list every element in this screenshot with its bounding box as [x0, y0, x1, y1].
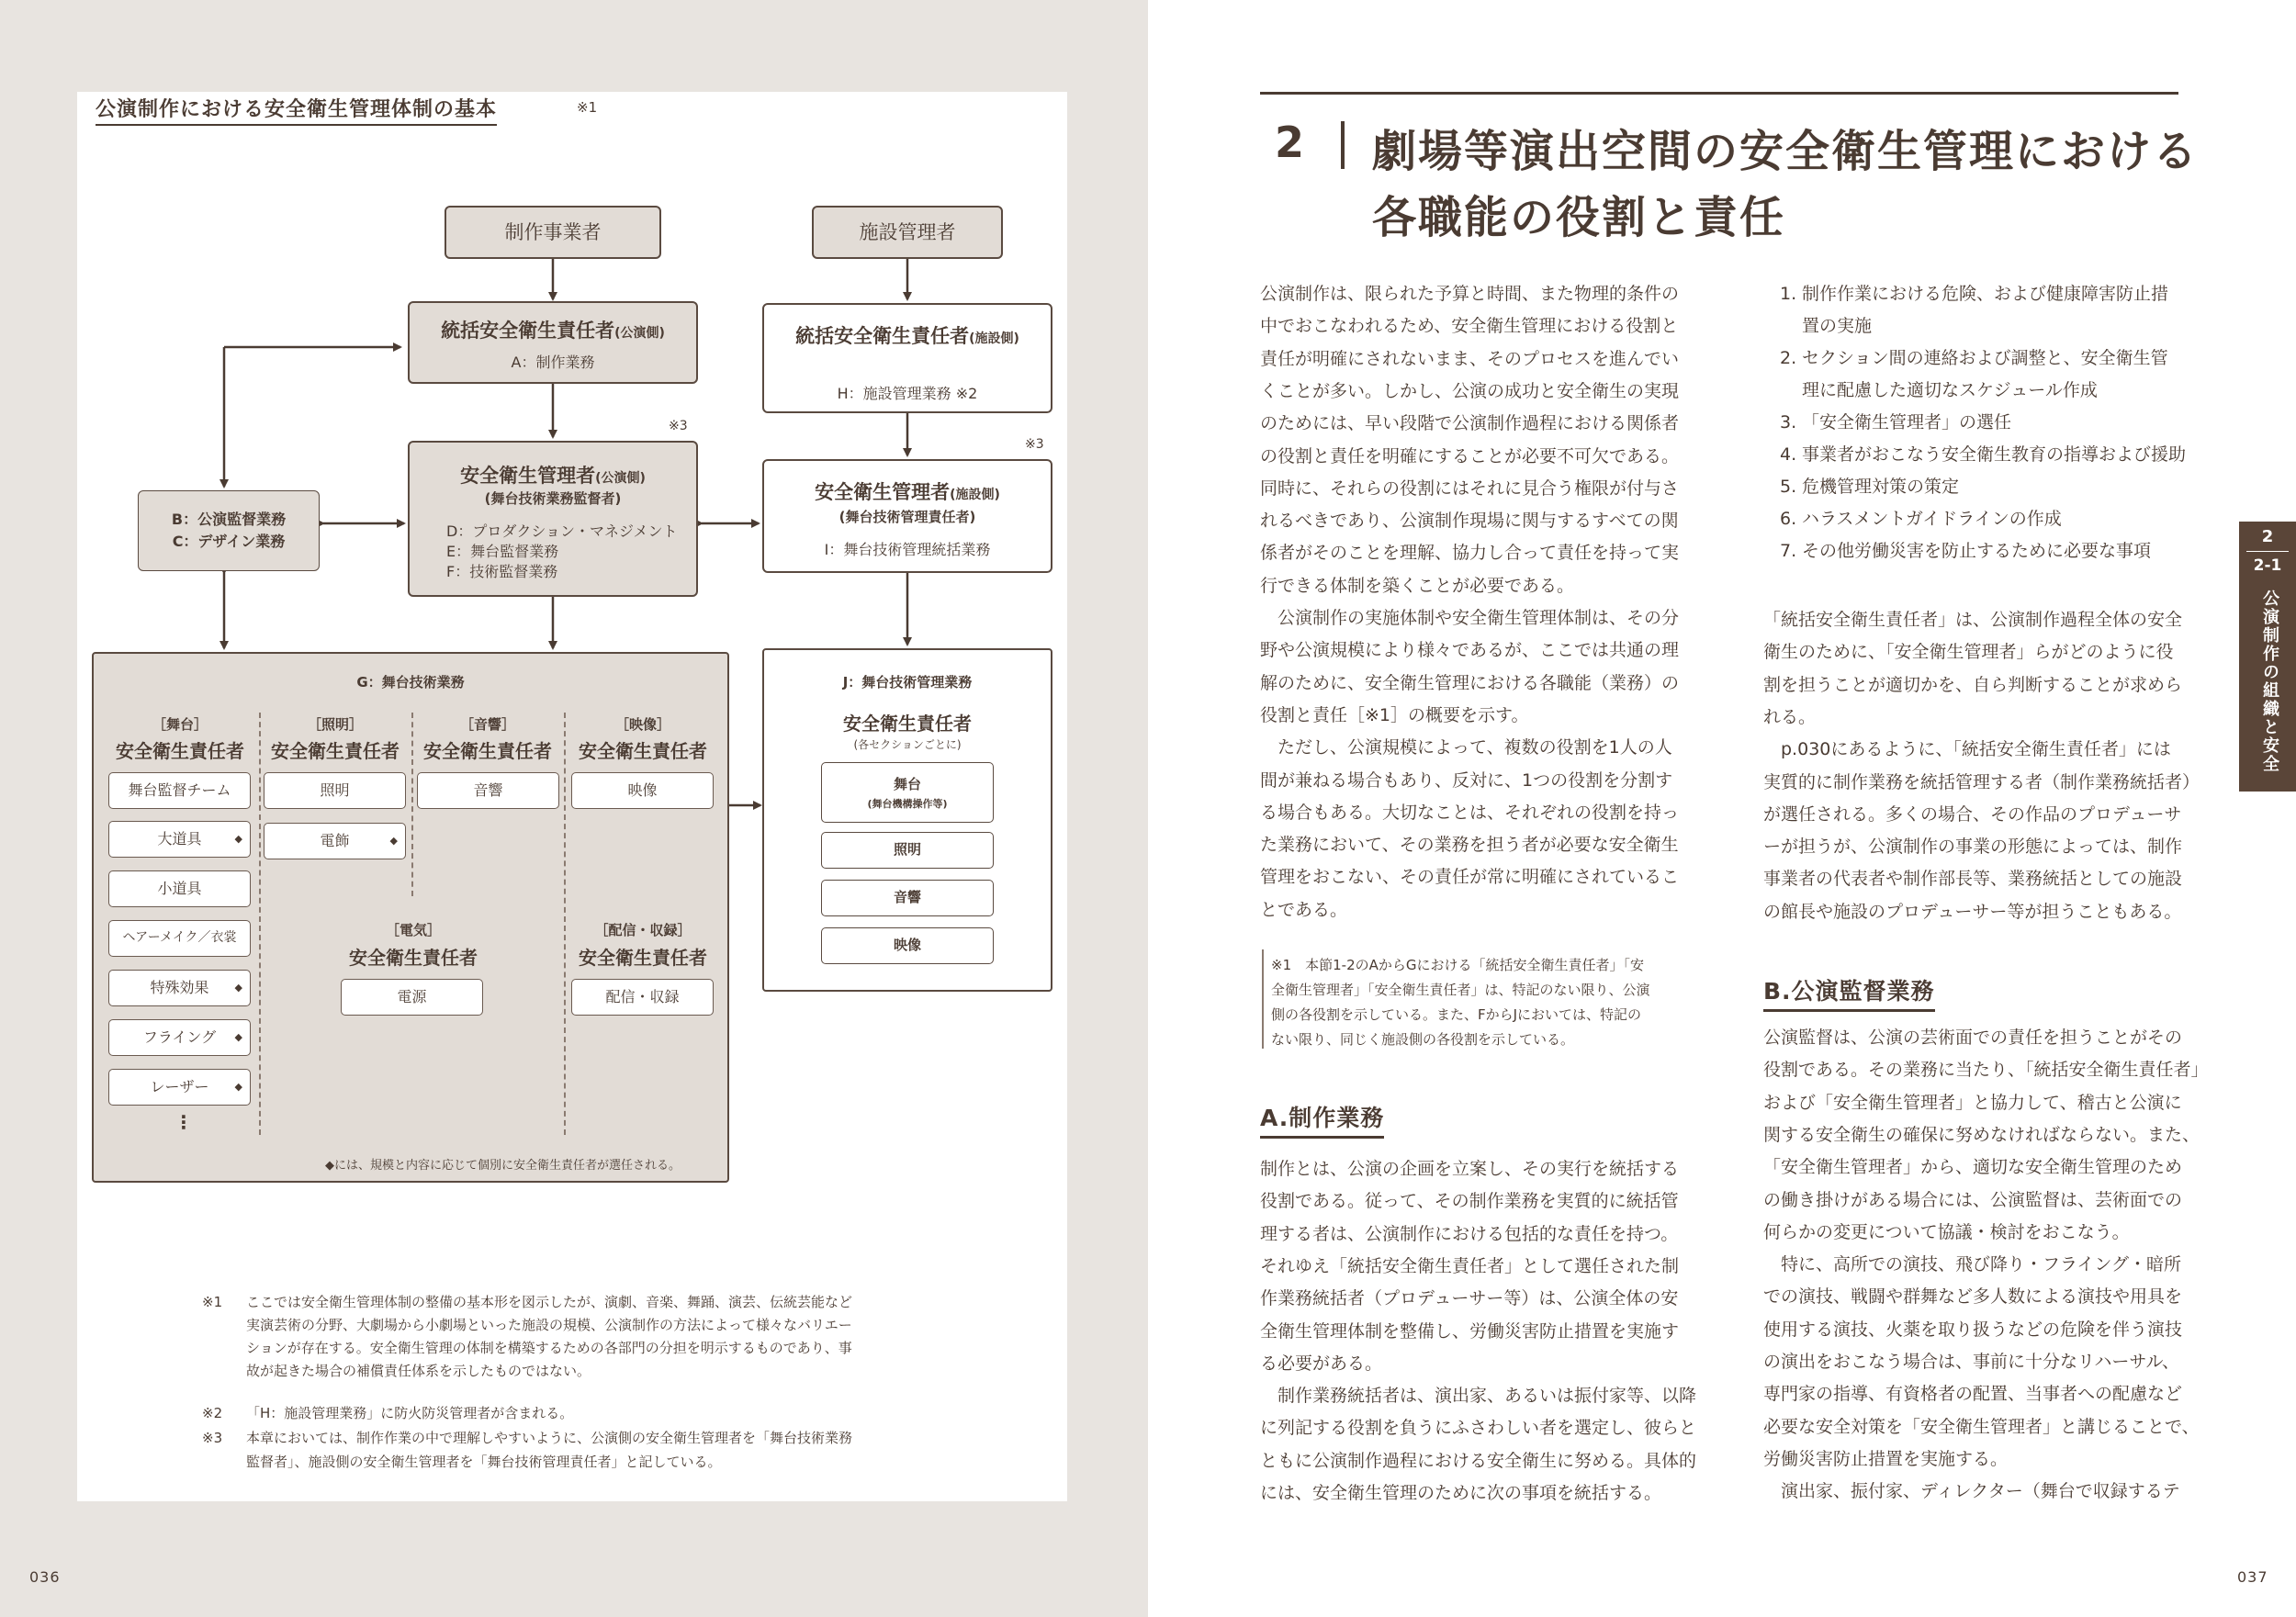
- list-number: 2.: [1780, 348, 1797, 368]
- list-number: 7.: [1780, 541, 1797, 561]
- general-safety-production-title: 統括安全衛生責任者(公演側): [441, 320, 665, 342]
- duty-b: B：公演監督業務: [171, 511, 287, 528]
- text-line: る場合もある。大切なことは、それぞれの役割を持っ: [1260, 802, 1680, 823]
- g-video-category: ［映像］: [614, 716, 670, 733]
- list-item: ハラスメントガイドラインの作成: [1802, 509, 2062, 529]
- footnote-1-line: ションが存在する。安全衛生管理の体制を構築するための各部門の分担を明示するものであり、事: [246, 1340, 852, 1356]
- j-item-sound: 音響: [821, 880, 994, 916]
- chapter-number: 2: [1275, 118, 1305, 167]
- text-line: には、安全衛生管理のために次の事項を統括する。: [1260, 1483, 1662, 1503]
- text-line: 役割である。従って、その制作業務を実質的に統括管: [1260, 1191, 1679, 1212]
- text-line: の役割と責任を明確にすることが必要不可欠である。: [1260, 445, 1680, 466]
- safety-manager-production-box: [408, 441, 698, 597]
- lighting-item-lighting: 照明: [264, 772, 406, 809]
- text-line: ただし、公演規模によって、複数の役割を1人の人: [1260, 737, 1672, 758]
- text-line: 中でおこなわれるため、安全衛生管理における役割と: [1260, 316, 1679, 337]
- stage-item-flying: フライング ◆: [108, 1019, 251, 1056]
- safety-manager-facility-duty: I：舞台技術管理統括業務: [824, 541, 991, 558]
- text-line: 労働災害防止措置を実施する。: [1763, 1448, 2009, 1469]
- text-line: 係者がそのことを理解、協力し合って責任を持って実: [1260, 543, 1680, 564]
- duty-f: F：技術監督業務: [446, 563, 558, 580]
- right-page: [1148, 0, 2296, 1617]
- chapter-title-line2: 各職能の役割と責任: [1372, 192, 1786, 243]
- text-line: れる。: [1763, 706, 1817, 727]
- chapter-title-divider: [1341, 121, 1345, 169]
- footnote-2-mark: ※2: [202, 1405, 223, 1421]
- list-number: 5.: [1780, 477, 1797, 497]
- text-line: 作業務統括者（プロデューサー等）は、公演全体の安: [1260, 1288, 1679, 1309]
- text-line: 「統括安全衛生責任者」は、公演制作過程全体の安全: [1763, 610, 2183, 630]
- list-number: 6.: [1780, 509, 1797, 529]
- general-safety-facility-duty: H：施設管理業務 ※2: [837, 385, 978, 402]
- text-line: が選任される。多くの場合、その作品のプロデューサ: [1763, 803, 2182, 825]
- stage-item-small-props: 小道具: [108, 870, 251, 907]
- text-line: 管理をおこない、その責任が常に明確にされているこ: [1260, 867, 1680, 888]
- sound-item-sound: 音響: [417, 772, 559, 809]
- list-number: 3.: [1780, 412, 1797, 432]
- safety-manager-facility-subtitle: (舞台技術管理責任者): [838, 509, 976, 525]
- diamond-mark: ◆: [389, 835, 398, 847]
- j-item-lighting: 照明: [821, 832, 994, 869]
- stage-item-stage-manager-team: 舞台監督チーム: [108, 772, 251, 809]
- g-divider-2: [411, 713, 413, 896]
- page-number-right: 037: [2237, 1568, 2268, 1586]
- text-line: ない限り、同じく施設側の各役割を示している。: [1271, 1031, 1575, 1048]
- g-electric-role: 安全衛生責任者: [349, 947, 478, 969]
- safety-fac-note: ※3: [1025, 437, 1044, 452]
- g-broadcast-category: ［配信・収録］: [594, 922, 692, 938]
- text-line: 公演制作は、限られた予算と時間、また物理的条件の: [1260, 284, 1680, 304]
- safety-manager-production-title: 安全衛生管理者(公演側): [460, 465, 646, 487]
- g-sound-role: 安全衛生責任者: [423, 740, 552, 762]
- page-number-left: 036: [29, 1568, 61, 1586]
- g-stage-role: 安全衛生責任者: [116, 740, 244, 762]
- j-item-stage: [821, 762, 994, 823]
- stage-item-large-props: 大道具 ◆: [108, 821, 251, 858]
- chapter-rule: [1260, 92, 2178, 95]
- diamond-mark: ◆: [234, 833, 242, 845]
- text-line: くことが多い。しかし、公演の成功と安全衛生の実現: [1260, 380, 1680, 401]
- text-line: 責任が明確にされないまま、そのプロセスを進んでい: [1260, 348, 1680, 369]
- text-line: の働き掛けがある場合には、公演監督は、芸術面での: [1763, 1189, 2183, 1210]
- text-line: 公演監督は、公演の芸術面での責任を担うことがその: [1763, 1027, 2183, 1048]
- note-bar: [1262, 949, 1264, 1049]
- text-line: 演出家、振付家、ディレクター（舞台で収録するテ: [1763, 1481, 2180, 1502]
- general-safety-facility-title: 統括安全衛生責任者(施設側): [795, 325, 1019, 347]
- text-line: 専門家の指導、有資格者の配置、当事者への配慮など: [1763, 1384, 2183, 1405]
- public-supervision-box: [138, 490, 320, 571]
- side-tab-label: 公演制作の組織と安全: [2260, 590, 2279, 773]
- text-line: 何らかの変更について協議・検討をおこなう。: [1763, 1221, 2130, 1242]
- text-line: 制作とは、公演の企画を立案し、その実行を統括する: [1260, 1159, 1680, 1179]
- g-divider-3: [564, 713, 566, 1135]
- diamond-mark: ◆: [234, 1081, 242, 1093]
- g-sound-category: ［音響］: [459, 716, 515, 733]
- text-line: p.030にあるように、「統括安全衛生責任者」には: [1763, 739, 2171, 760]
- general-safety-facility-box: [762, 303, 1052, 413]
- text-line: の館長や施設のプロデューサー等が担うこともある。: [1763, 901, 2182, 922]
- facility-manager-box: 施設管理者: [812, 206, 1003, 259]
- footnote-3-mark: ※3: [202, 1430, 223, 1446]
- g-divider-1: [259, 713, 261, 1135]
- text-line: 全衛生管理体制を整備し、労働災害防止措置を実施す: [1260, 1320, 1680, 1342]
- stage-item-laser: レーザー ◆: [108, 1069, 251, 1106]
- text-line: および「安全衛生管理者」と協力して、稽古と公演に: [1763, 1092, 2182, 1113]
- j-item-stage-sub: (舞台機構操作等): [867, 798, 948, 810]
- section-b-heading: B.公演監督業務: [1763, 973, 1935, 1012]
- text-line: 側の各役割を示している。また、FからJにおいては、特記の: [1271, 1006, 1642, 1023]
- side-tab-chapter: 2: [2261, 527, 2274, 546]
- g-panel-title: G：舞台技術業務: [356, 674, 465, 691]
- section-a-heading: A.制作業務: [1260, 1100, 1384, 1139]
- side-tab-section: 2-1: [2253, 556, 2282, 575]
- j-panel-role-note: (各セクションごとに): [853, 738, 962, 751]
- footnote-1-line: 実演芸術の分野、大劇場から小劇場といった施設の規模、公演制作の方法によって様々なバリエー: [246, 1317, 852, 1333]
- footnote-3-line: 監督者」、施設側の安全衛生管理者を「舞台技術管理責任者」と記している。: [246, 1454, 722, 1470]
- electric-item-power: 電源: [341, 979, 483, 1016]
- text-line: た業務において、その業務を担う者が必要な安全衛生: [1260, 835, 1679, 856]
- safety-manager-production-subtitle: (舞台技術業務監督者): [484, 490, 622, 507]
- footnote-3-line: 本章においては、制作作業の中で理解しやすいように、公演側の安全衛生管理者を「舞台技術業務: [246, 1430, 853, 1446]
- text-line: 行できる体制を築くことが必要である。: [1260, 575, 1575, 596]
- broadcast-item: 配信・収録: [571, 979, 714, 1016]
- list-item: 事業者がおこなう安全衛生教育の指導および援助: [1802, 444, 2187, 465]
- duty-e: E：舞台監督業務: [446, 543, 559, 560]
- diamond-mark: ◆: [234, 1031, 242, 1043]
- g-broadcast-role: 安全衛生責任者: [579, 947, 707, 969]
- g-stage-category: ［舞台］: [152, 716, 208, 733]
- g-panel-legend: ◆には、規模と内容に応じて個別に安全衛生責任者が選任される。: [325, 1159, 681, 1173]
- stage-item-hair-makeup-costume: ヘアーメイク／衣裳: [108, 920, 251, 957]
- text-line: 解のために、安全衛生管理における各職能（業務）の: [1260, 672, 1680, 693]
- producer-box: 制作事業者: [445, 206, 661, 259]
- duty-d: D：プロダクション・マネジメント: [446, 522, 678, 540]
- text-line: 間が兼ねる場合もあり、反対に、1つの役割を分割す: [1260, 769, 1673, 791]
- j-panel-role: 安全衛生責任者: [843, 713, 972, 735]
- list-number: 4.: [1780, 444, 1797, 465]
- text-line: 野や公演規模により様々であるが、ここでは共通の理: [1260, 640, 1680, 661]
- side-tab-rule: [2246, 551, 2289, 552]
- text-line: 事業者の代表者や制作部長等、業務統括としての施設: [1763, 869, 2183, 890]
- text-line: のためには、早い段階で公演制作過程における関係者: [1260, 413, 1680, 434]
- text-line: 公演制作の実施体制や安全衛生管理体制は、その分: [1260, 608, 1680, 628]
- g-lighting-category: ［照明］: [307, 716, 363, 733]
- text-line: の演出をおこなう場合は、事前に十分なリハーサル、: [1763, 1352, 2179, 1372]
- list-item: セクション間の連絡および調整と、安全衛生管: [1802, 348, 2168, 368]
- lighting-item-illumination: 電飾 ◆: [264, 823, 406, 859]
- text-line: 役割である。その業務に当たり、「統括安全衛生責任者」: [1763, 1060, 2209, 1081]
- text-line: 実質的に制作業務を統括管理する者（制作業務統括者）: [1763, 771, 2200, 792]
- general-safety-production-duty: A：制作業務: [511, 354, 595, 371]
- text-line: 必要な安全対策を「安全衛生管理者」と講じることで、: [1763, 1416, 2200, 1437]
- text-line: れるべきであり、公演制作現場に関与するすべての関: [1260, 511, 1679, 532]
- safety-prod-note: ※3: [669, 419, 688, 433]
- g-video-role: 安全衛生責任者: [579, 740, 707, 762]
- list-item: 危機管理対策の策定: [1802, 477, 1960, 497]
- text-line: ともに公演制作過程における安全衛生に努める。具体的: [1260, 1450, 1697, 1471]
- text-line: 同時に、それらの役割にはそれに見合う権限が付与さ: [1260, 477, 1680, 499]
- list-item: 置の実施: [1802, 316, 1873, 336]
- side-tab: [2239, 522, 2296, 792]
- stage-ellipsis: ⋮: [174, 1111, 193, 1133]
- text-line: ※1 本節1-2のAからGにおける「統括安全衛生責任者」「安: [1271, 957, 1644, 973]
- j-item-video: 映像: [821, 927, 994, 964]
- text-line: での演技、戦闘や群舞など多人数による演技や用具を: [1763, 1286, 2183, 1308]
- video-item-video: 映像: [571, 772, 714, 809]
- list-item: その他労働災害を防止するために必要な事項: [1802, 541, 2152, 561]
- text-line: とである。: [1260, 899, 1348, 920]
- footnote-1-line: 故が起きた場合の補償責任体系を示したものではない。: [246, 1363, 591, 1379]
- stage-item-special-effects: 特殊効果 ◆: [108, 970, 251, 1006]
- text-line: 衛生のために、「安全衛生管理者」らがどのように役: [1763, 642, 2174, 663]
- text-line: 使用する演技、火薬を取り扱うなどの危険を伴う演技: [1763, 1319, 2183, 1340]
- text-line: に列記する役割を負うにふさわしい者を選定し、彼らと: [1260, 1418, 1697, 1439]
- text-line: 関する安全衛生の確保に努めなければならない。また、: [1763, 1124, 2200, 1145]
- text-line: ーが担うが、公演制作の事業の形態によっては、制作: [1763, 837, 2183, 858]
- text-line: 全衛生管理者」「安全衛生責任者」は、特記のない限り、公演: [1271, 982, 1650, 998]
- footnote-1-mark: ※1: [202, 1294, 223, 1310]
- safety-manager-facility-title: 安全衛生管理者(施設側): [815, 481, 1000, 503]
- chapter-title-line1: 劇場等演出空間の安全衛生管理における: [1372, 126, 2200, 177]
- j-panel-title: J：舞台技術管理業務: [842, 674, 973, 691]
- list-number: 1.: [1780, 284, 1797, 304]
- text-line: 特に、高所での演技、飛び降り・フライング・暗所: [1763, 1254, 2182, 1275]
- g-lighting-role: 安全衛生責任者: [271, 740, 400, 762]
- safety-manager-facility-box: [762, 459, 1052, 573]
- text-line: それゆえ「統括安全衛生責任者」として選任された制: [1260, 1255, 1680, 1276]
- text-line: 制作業務統括者は、演出家、あるいは振付家等、以降: [1260, 1386, 1697, 1407]
- diagram-title: 公演制作における安全衛生管理体制の基本: [96, 94, 497, 126]
- footnote-2-line: 「H：施設管理業務」に防火防災管理者が含まれる。: [246, 1405, 574, 1421]
- footnote-1-line: ここでは安全衛生管理体制の整備の基本形を図示したが、演劇、音楽、舞踊、演芸、伝統芸能など: [246, 1294, 853, 1310]
- diamond-mark: ◆: [234, 982, 242, 994]
- diagram-title-note: ※1: [577, 99, 598, 116]
- text-line: 理する者は、公演制作における包括的な責任を持つ。: [1260, 1223, 1679, 1244]
- list-item: 制作作業における危険、および健康障害防止措: [1802, 284, 2169, 304]
- list-item: 理に配慮した適切なスケジュール作成: [1802, 380, 2098, 400]
- duty-c: C：デザイン業務: [172, 533, 286, 550]
- text-line: 「安全衛生管理者」から、適切な安全衛生管理のため: [1763, 1157, 2183, 1178]
- list-item: 「安全衛生管理者」の選任: [1802, 412, 2012, 432]
- text-line: る必要がある。: [1260, 1353, 1383, 1374]
- text-line: 役割と責任［※1］の概要を示す。: [1260, 704, 1529, 725]
- j-item-stage-label: 舞台: [893, 776, 921, 792]
- text-line: 割を担うことが適切かを、自ら判断することが求めら: [1763, 674, 2183, 695]
- g-electric-category: ［電気］: [385, 922, 441, 938]
- general-safety-production-box: [408, 301, 698, 384]
